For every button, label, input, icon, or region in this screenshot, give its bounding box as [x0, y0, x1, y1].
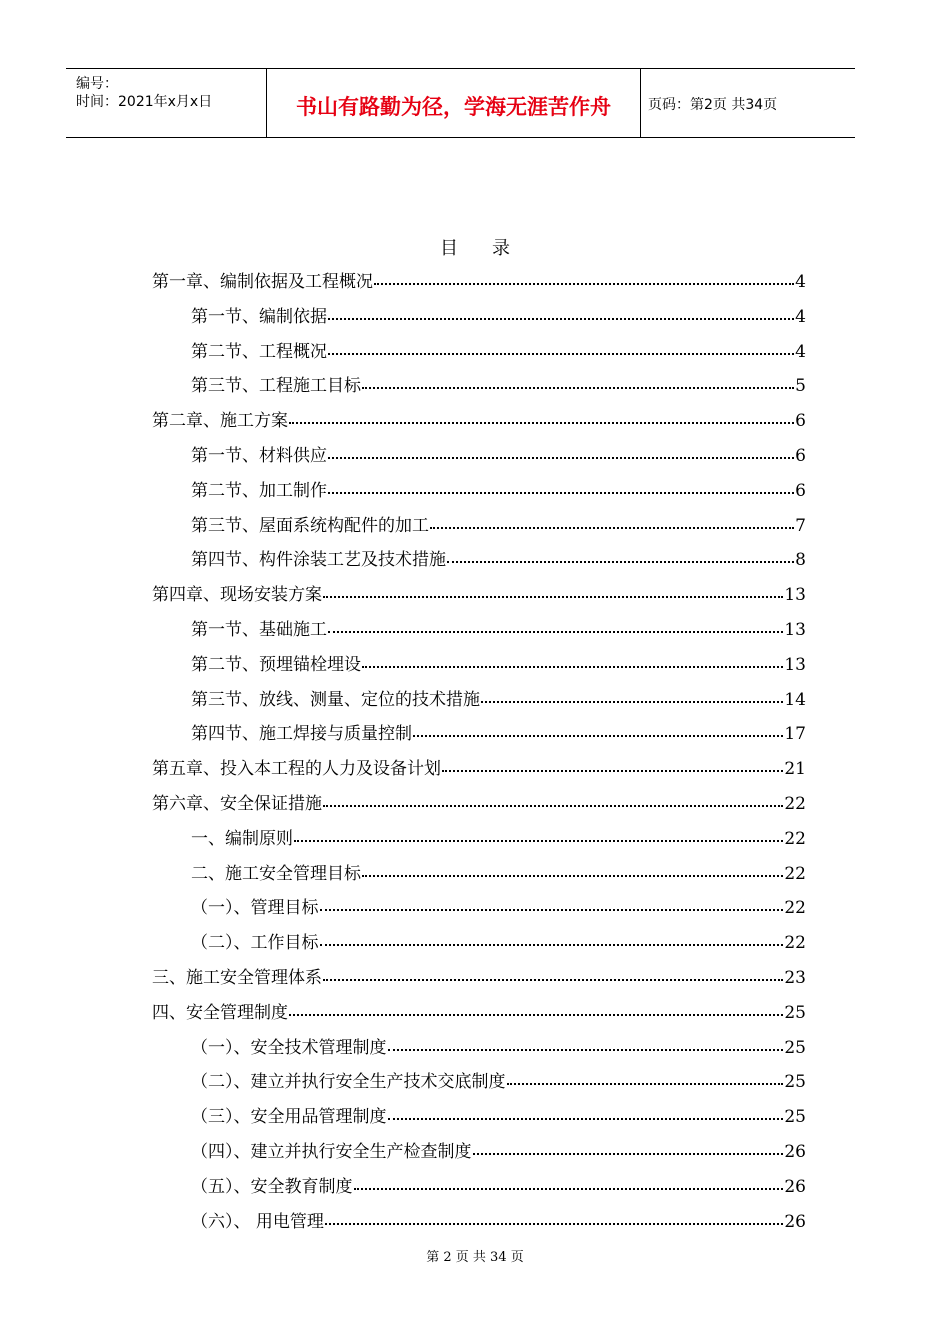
toc-entry-label: （五）、安全教育制度	[191, 1176, 353, 1197]
toc-entry-label: 第一节、基础施工	[191, 620, 327, 640]
document-time-label: 时间：2021年x月x日	[76, 94, 213, 110]
toc-entry-page: 4	[795, 341, 806, 362]
toc-dot-leader	[413, 734, 783, 737]
toc-entry-page: 7	[795, 515, 806, 536]
toc-entry[interactable]	[191, 1172, 806, 1196]
toc-entry-label: 一、编制原则	[191, 828, 293, 849]
toc-dot-leader	[289, 1013, 783, 1016]
toc-entry[interactable]	[191, 685, 806, 709]
toc-entry[interactable]	[191, 371, 806, 395]
toc-entry-page: 21	[784, 759, 806, 780]
toc-title	[0, 234, 950, 260]
toc-dot-leader	[388, 1048, 784, 1051]
toc-dot-leader	[328, 491, 794, 494]
toc-entry-page: 25	[784, 1107, 806, 1128]
toc-entry-label: 第二章、施工方案	[152, 411, 288, 432]
toc-dot-leader	[481, 700, 783, 703]
toc-title-left: 目	[440, 238, 458, 259]
toc-dot-leader	[328, 317, 794, 320]
header-info-cell	[66, 69, 266, 137]
toc-dot-leader	[362, 386, 794, 389]
toc-entry-page: 26	[784, 1176, 806, 1197]
toc-entry-page: 4	[795, 272, 806, 292]
toc-entry[interactable]	[191, 511, 806, 535]
toc-entry[interactable]	[191, 1102, 806, 1126]
toc-entry-label: 二、施工安全管理目标	[191, 863, 361, 884]
toc-entry-page: 13	[784, 654, 806, 675]
toc-entry-page: 26	[784, 1211, 806, 1232]
toc-dot-leader	[442, 769, 783, 772]
toc-entry-page: 5	[795, 376, 806, 397]
toc-entry[interactable]	[191, 650, 806, 674]
toc-entry-label: （二）、工作目标	[191, 933, 319, 954]
toc-dot-leader	[362, 665, 783, 668]
toc-entry-page: 25	[784, 1072, 806, 1093]
toc-entry[interactable]	[191, 1137, 806, 1161]
toc-entry-page: 25	[784, 1037, 806, 1058]
toc-entry-page: 14	[784, 689, 806, 710]
toc-dot-leader	[323, 978, 783, 981]
toc-entry-label: （六）、 用电管理	[191, 1211, 324, 1232]
toc-entry-page: 6	[795, 480, 806, 501]
toc-entry-label: 第三节、放线、测量、定位的技术措施	[191, 689, 480, 710]
toc-dot-leader	[354, 1187, 784, 1190]
toc-entry[interactable]	[191, 1067, 806, 1091]
header-page-code: 页码：第2页 共34页	[648, 97, 778, 113]
page-footer: 第 2 页 共 34 页	[426, 1250, 524, 1265]
toc-entry[interactable]	[191, 859, 806, 883]
document-number-label: 编号：	[76, 76, 118, 92]
toc-entry-page: 25	[784, 1002, 806, 1023]
toc-entry-label: 第三节、屋面系统构配件的加工	[191, 515, 429, 536]
toc-entry-page: 4	[795, 306, 806, 327]
toc-entry-page: 13	[784, 585, 806, 606]
toc-entry[interactable]	[191, 719, 806, 743]
toc-entry-label: 第五章、投入本工程的人力及设备计划	[152, 759, 441, 780]
toc-entry[interactable]	[191, 476, 806, 500]
toc-entry-label: 第一节、材料供应	[191, 446, 327, 466]
toc-entry-label: （二）、建立并执行安全生产技术交底制度	[191, 1072, 506, 1093]
toc-dot-leader	[430, 526, 794, 529]
toc-entry[interactable]	[191, 1033, 806, 1057]
toc-dot-leader	[507, 1082, 784, 1085]
toc-dot-leader	[328, 456, 794, 459]
toc-entry-label: 第一章、编制依据及工程概况	[152, 272, 373, 292]
toc-entry-label: （四）、建立并执行安全生产检查制度	[191, 1142, 472, 1162]
toc-entry-label: 第六章、安全保证措施	[152, 794, 322, 814]
toc-entry-label: 四、安全管理制度	[152, 1002, 288, 1023]
toc-entry[interactable]	[152, 580, 806, 604]
toc-entry-label: 第二节、加工制作	[191, 480, 327, 501]
toc-entry[interactable]	[152, 998, 806, 1022]
toc-entry-page: 26	[784, 1142, 806, 1162]
toc-entry-label: （一）、管理目标	[191, 898, 319, 919]
toc-entry[interactable]	[191, 893, 806, 917]
toc-entry-page: 6	[795, 411, 806, 432]
toc-title-right: 录	[492, 238, 510, 259]
toc-entry[interactable]	[152, 406, 806, 430]
toc-dot-leader	[320, 908, 784, 911]
toc-entry-page: 22	[784, 794, 806, 814]
toc-entry-label: 第一节、编制依据	[191, 306, 327, 327]
toc-dot-leader	[447, 560, 794, 563]
toc-entry[interactable]	[191, 928, 806, 952]
toc-entry[interactable]	[191, 337, 806, 361]
toc-dot-leader	[320, 943, 784, 946]
toc-entry[interactable]	[191, 1207, 806, 1231]
toc-dot-leader	[374, 282, 794, 285]
toc-dot-leader	[289, 421, 794, 424]
toc-dot-leader	[325, 1222, 783, 1225]
toc-entry-label: 第三节、工程施工目标	[191, 376, 361, 397]
toc-entry-label: 第二节、预埋锚栓埋设	[191, 654, 361, 675]
toc-entry-label: 三、施工安全管理体系	[152, 968, 322, 988]
toc-entry[interactable]	[152, 963, 806, 987]
toc-dot-leader	[323, 804, 783, 807]
toc-entry-label: （三）、安全用品管理制度	[191, 1107, 387, 1128]
toc-dot-leader	[294, 839, 783, 842]
toc-entry-page: 17	[784, 724, 806, 745]
toc-dot-leader	[388, 1117, 784, 1120]
toc-entry-label: 第四章、现场安装方案	[152, 585, 322, 606]
toc-dot-leader	[328, 352, 794, 355]
toc-entry-page: 22	[784, 933, 806, 954]
toc-entry[interactable]	[152, 267, 806, 291]
toc-dot-leader	[328, 630, 783, 633]
toc-entry[interactable]	[152, 754, 806, 778]
toc-entry-label: 第四节、构件涂装工艺及技术措施	[191, 550, 446, 571]
toc-entry-page: 13	[784, 620, 806, 640]
toc-dot-leader	[473, 1152, 784, 1155]
toc-entry[interactable]	[191, 545, 806, 569]
toc-entry[interactable]	[191, 441, 806, 465]
toc-entry-label: （一）、安全技术管理制度	[191, 1037, 387, 1058]
toc-dot-leader	[362, 874, 783, 877]
toc-entry[interactable]	[152, 789, 806, 813]
toc-entry-page: 22	[784, 828, 806, 849]
toc-entry-label: 第二节、工程概况	[191, 341, 327, 362]
header-motto: 书山有路勤为径，学海无涯苦作舟	[296, 95, 611, 119]
toc-entry-page: 8	[795, 550, 806, 571]
toc-entry[interactable]	[191, 824, 806, 848]
toc-entry-page: 6	[795, 446, 806, 466]
toc-entry-page: 22	[784, 863, 806, 884]
page-header	[66, 68, 855, 138]
toc-entry[interactable]	[191, 302, 806, 326]
toc-entry-page: 22	[784, 898, 806, 919]
header-page-cell	[640, 69, 855, 137]
header-motto-cell	[266, 69, 641, 137]
toc-entry-label: 第四节、施工焊接与质量控制	[191, 724, 412, 745]
toc-entry[interactable]	[191, 615, 806, 639]
toc-dot-leader	[323, 595, 783, 598]
toc-entry-page: 23	[784, 968, 806, 988]
